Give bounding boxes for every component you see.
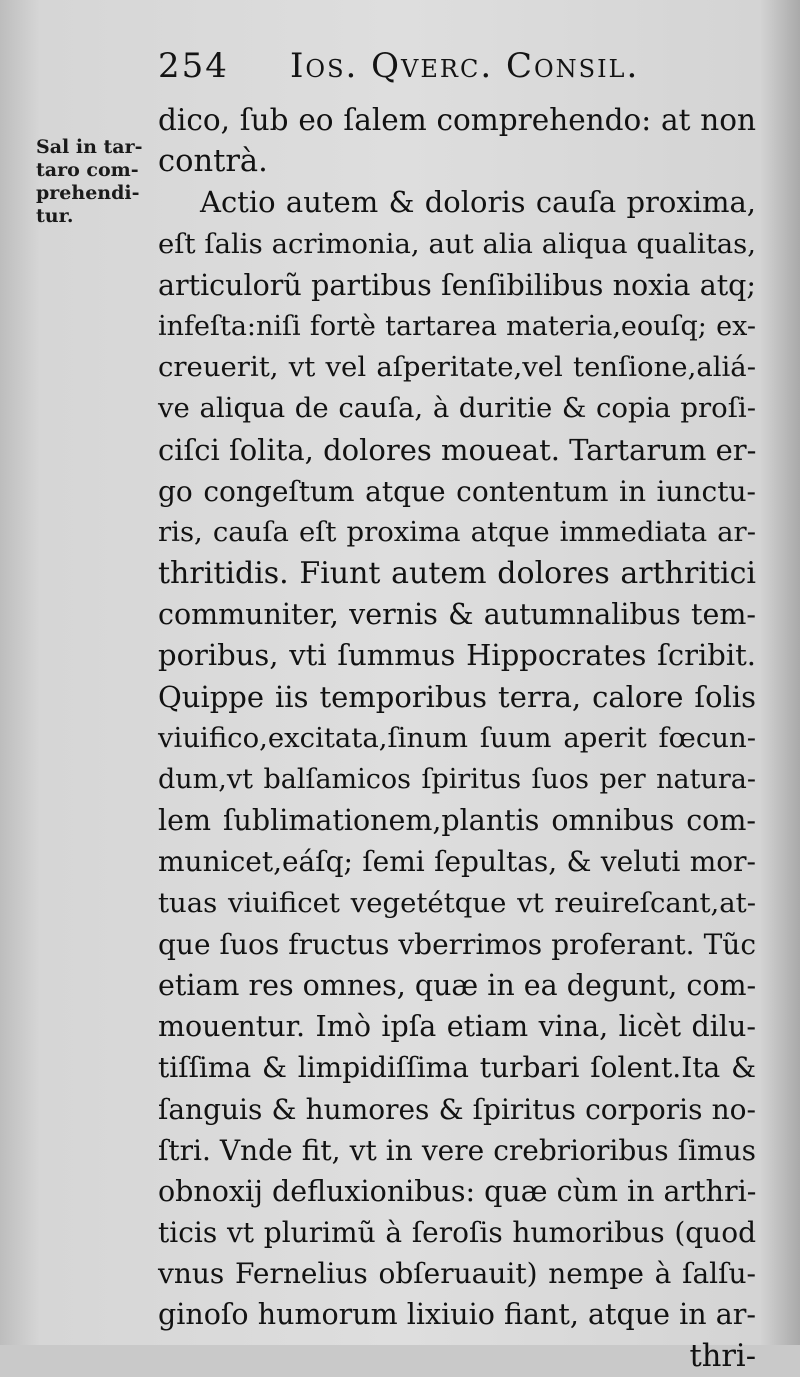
text-line: communiter, vernis & autumnalibus tem- [158,598,756,632]
text-line: ciſci ſolita, dolores moueat. Tartarum er- [158,432,757,467]
margin-note-line: taro com- [36,159,139,181]
text-line: lem ſublimationem,plantis omnibus com- [158,804,756,838]
margin-note-line: Sal in tar- [36,136,143,158]
running-head: Ios. Qverc. Consil. [290,46,640,86]
text-line: infeſta:niſi fortè tartarea materia,eouſq; ex- [158,310,756,342]
text-line: tuas viuificet vegetétque vt reuireſcant,at- [158,886,756,919]
text-line: viuifico,excitata,ſinum ſuum aperit fœcun- [158,721,756,754]
text-line: eſt ſalis acrimonia, aut alia aliqua qualitas, [158,227,756,260]
text-line: tiſſima & limpidiſſima turbari ſolent.Ita & [158,1051,756,1085]
text-line: Actio autem & doloris cauſa proxima, [200,185,756,220]
catchword: thri- [689,1338,756,1374]
text-line: go congeſtum atque contentum in iunctu- [158,474,756,508]
text-line: dico, ſub eo ſalem comprehendo: at non [158,103,756,137]
text-line: vnus Fernelius obſeruauit) nempe à ſalſu- [158,1257,756,1291]
text-line: municet,eáſq; ſemi ſepultas, & veluti mor- [158,845,756,879]
text-line: ſtri. Vnde fit, vt in vere crebrioribus ſimus [158,1133,756,1167]
text-line: obnoxij defluxionibus: quæ cùm in arthri- [158,1174,757,1208]
text-line: ris, cauſa eſt proxima atque immediata ar- [158,515,756,548]
text-line: ticis vt plurimũ à ſeroſis humoribus (quod [158,1216,756,1250]
text-line: ve aliqua de cauſa, à duritie & copia proſi- [158,392,756,425]
text-line: dum,vt balſamicos ſpiritus ſuos per natura- [158,764,756,795]
text-line: poribus, vti ſummus Hippocrates ſcribit. [158,638,756,673]
margin-note-line: tur. [36,205,74,227]
margin-note-line: prehendi- [36,182,140,204]
margin-note [36,136,154,228]
text-line: articulorũ partibus ſenſibilibus noxia atq; [158,268,756,302]
text-line: creuerit, vt vel aſperitate,vel tenſione,aliá- [158,351,756,384]
text-line: ſanguis & humores & ſpiritus corporis no- [158,1092,756,1126]
body-text [158,100,756,1377]
page-header [158,46,678,96]
text-line: thritidis. Fiunt autem dolores arthritici [158,556,756,592]
text-line: que ſuos fructus vberrimos proferant. Tũc [158,927,756,961]
text-line: Quippe iis temporibus terra, calore ſolis [158,679,756,714]
text-line: ginoſo humorum lixiuio fiant, atque in ar- [158,1298,756,1332]
text-line: contrà. [158,144,268,180]
text-line: etiam res omnes, quæ in ea degunt, com- [158,968,757,1002]
page-number: 254 [158,46,229,86]
text-line: mouentur. Imò ipſa etiam vina, licèt dilu- [158,1010,756,1044]
